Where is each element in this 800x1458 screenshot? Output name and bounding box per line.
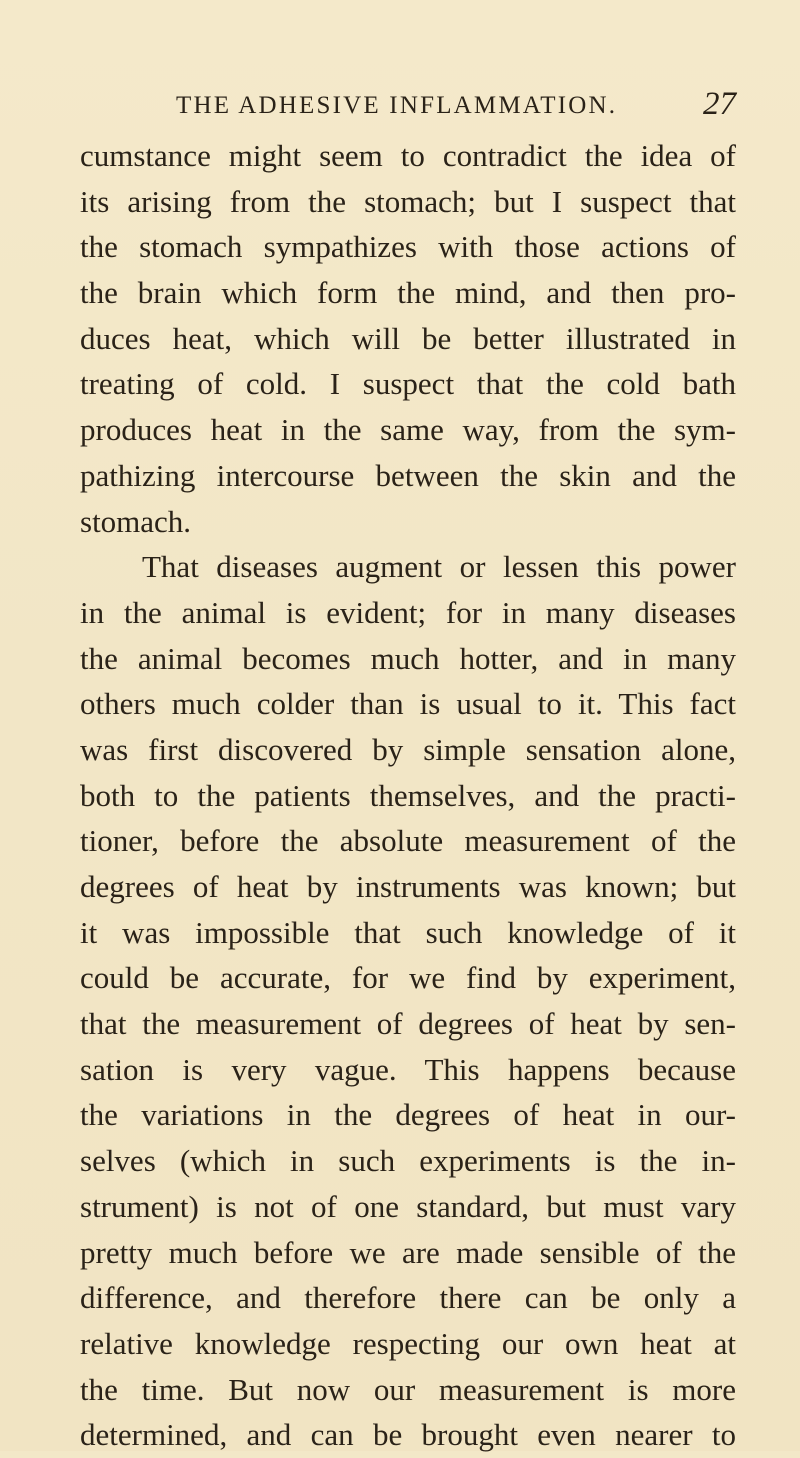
text-line: it was impossible that such knowledge of it [80, 914, 736, 950]
text-line: produces heat in the same way, from the sym- [80, 412, 736, 448]
text-line: duces heat, which will be better illustrated in [80, 320, 736, 356]
text-line: the brain which form the mind, and then pro- [80, 275, 736, 311]
text-line: the stomach sympathizes with those actions of [80, 229, 736, 265]
body-text [80, 133, 736, 1458]
text-line: tioner, before the absolute measurement of the [80, 823, 736, 859]
text-line: could be accurate, for we find by experiment, [80, 960, 736, 996]
page-number: 27 [703, 86, 736, 122]
text-line: degrees of heat by instruments was known; but [80, 869, 736, 904]
running-title: THE ADHESIVE INFLAMMATION. [176, 92, 618, 119]
text-line: sation is very vague. This happens because [80, 1051, 736, 1087]
text-line-paragraph-end: stomach. [80, 503, 192, 539]
text-line: difference, and therefore there can be only a [80, 1280, 736, 1316]
text-line: strument) is not of one standard, but must vary [80, 1188, 736, 1224]
text-line-paragraph-start: That diseases augment or lessen this power [142, 549, 736, 585]
text-line: the animal becomes much hotter, and in many [80, 640, 736, 676]
text-line: that the measurement of degrees of heat by sen- [80, 1006, 736, 1042]
text-line: the time. But now our measurement is more [80, 1371, 736, 1407]
text-line: in the animal is evident; for in many diseases [80, 594, 736, 630]
text-line: pretty much before we are made sensible of the [80, 1234, 736, 1270]
text-line: selves (which in such experiments is the in- [80, 1143, 736, 1179]
text-line: its arising from the stomach; but I suspect that [80, 183, 736, 219]
text-line: determined, and can be brought even nearer to [80, 1417, 736, 1453]
text-line: was first discovered by simple sensation alone, [80, 731, 736, 767]
text-line: both to the patients themselves, and the practi- [80, 777, 736, 813]
text-line: treating of cold. I suspect that the cold bath [80, 366, 736, 402]
text-line: pathizing intercourse between the skin and the [80, 457, 736, 493]
text-line: cumstance might seem to contradict the idea of [80, 138, 736, 173]
running-head [176, 86, 736, 126]
text-line: others much colder than is usual to it. This fact [80, 686, 736, 722]
text-line: the variations in the degrees of heat in our- [80, 1097, 736, 1133]
text-line: relative knowledge respecting our own heat at [80, 1325, 736, 1361]
